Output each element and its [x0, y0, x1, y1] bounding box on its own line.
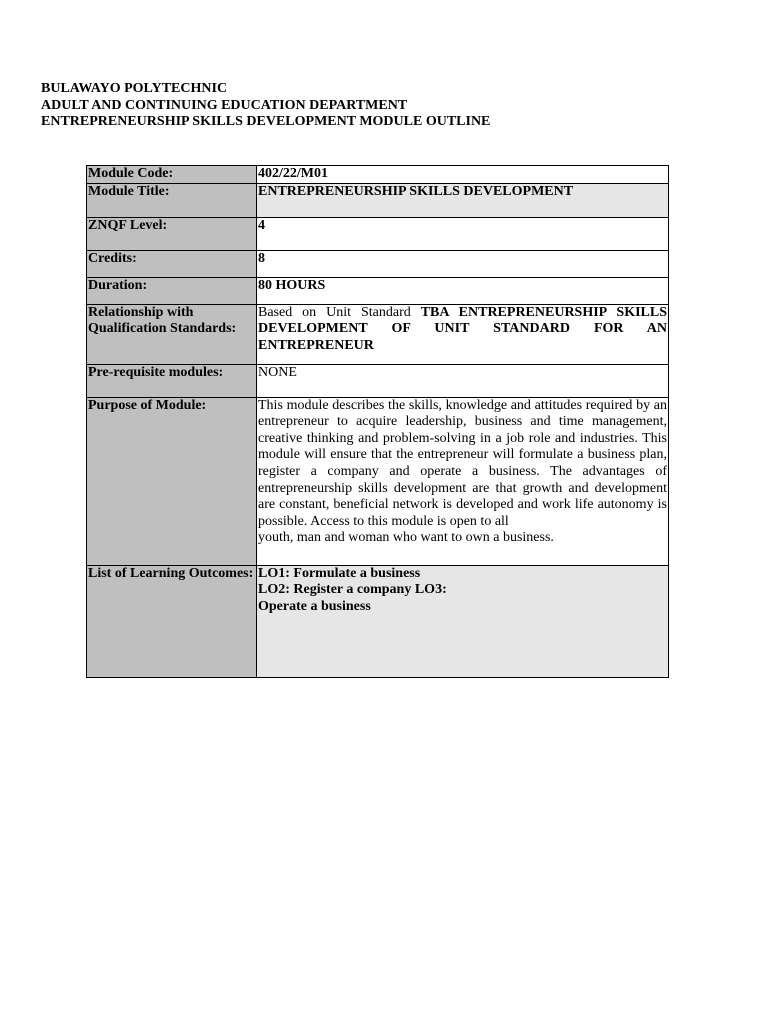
department-name: ADULT AND CONTINUING EDUCATION DEPARTMENT [41, 97, 408, 113]
relationship-label: Relationship with Qualification Standards: [87, 304, 257, 364]
outline-title: ENTREPRENEURSHIP SKILLS DEVELOPMENT MODULE OUTLINE [41, 114, 491, 129]
purpose-label: Purpose of Module: [87, 397, 257, 565]
document-heading [41, 81, 490, 131]
row-module-title [87, 183, 669, 217]
learning-outcomes-cell [257, 565, 669, 677]
row-learning-outcomes [87, 565, 669, 677]
row-credits [87, 250, 669, 277]
duration-value: 80 HOURS [257, 277, 669, 304]
module-outline-table [86, 165, 669, 678]
learning-outcomes-label: List of Learning Outcomes: [87, 565, 257, 677]
prerequisites-label: Pre-requisite modules: [87, 364, 257, 397]
learning-outcome-3: Operate a business [258, 598, 371, 614]
row-relationship [87, 304, 669, 364]
module-title-label: Module Title: [87, 183, 257, 217]
learning-outcome-1: LO1: Formulate a business [258, 565, 421, 581]
module-title-value: ENTREPRENEURSHIP SKILLS DEVELOPMENT [257, 183, 669, 217]
module-code-label: Module Code: [87, 166, 257, 184]
relationship-value [257, 304, 669, 364]
purpose-cell [257, 397, 669, 565]
row-duration [87, 277, 669, 304]
row-purpose [87, 397, 669, 565]
purpose-text-tail: youth, man and woman who want to own a business. [258, 530, 554, 546]
module-code-value: 402/22/M01 [257, 166, 669, 184]
institution-name: BULAWAYO POLYTECHNIC [41, 81, 228, 96]
learning-outcome-2: LO2: Register a company LO3: [258, 582, 447, 598]
row-prerequisites [87, 364, 669, 397]
znqf-level-value: 4 [257, 217, 669, 250]
relationship-unit-standard: TBA ENTREPRENEURSHIP SKILLS DEVELOPMENT OF UNIT STANDARD FOR AN ENTREPRENEUR [258, 304, 667, 353]
relationship-prefix: Based on Unit Standard [258, 304, 421, 320]
duration-label: Duration: [87, 277, 257, 304]
prerequisites-value: NONE [257, 364, 669, 397]
credits-label: Credits: [87, 250, 257, 277]
credits-value: 8 [257, 250, 669, 277]
row-module-code [87, 166, 669, 184]
purpose-text: This module describes the skills, knowledge and attitudes required by an entrepreneur to acquire leadership, business and time management, creative thinking and problem-solving in a job role and industries. This module will ensure that the entrepreneur will formulate a business plan, register a company and operate a business. The advantages of entrepreneurship skills development are that growth and development are constant, beneficial network is developed and work life autonomy is possible. Access to this module is open to all [258, 397, 667, 529]
znqf-level-label: ZNQF Level: [87, 217, 257, 250]
row-znqf-level [87, 217, 669, 250]
